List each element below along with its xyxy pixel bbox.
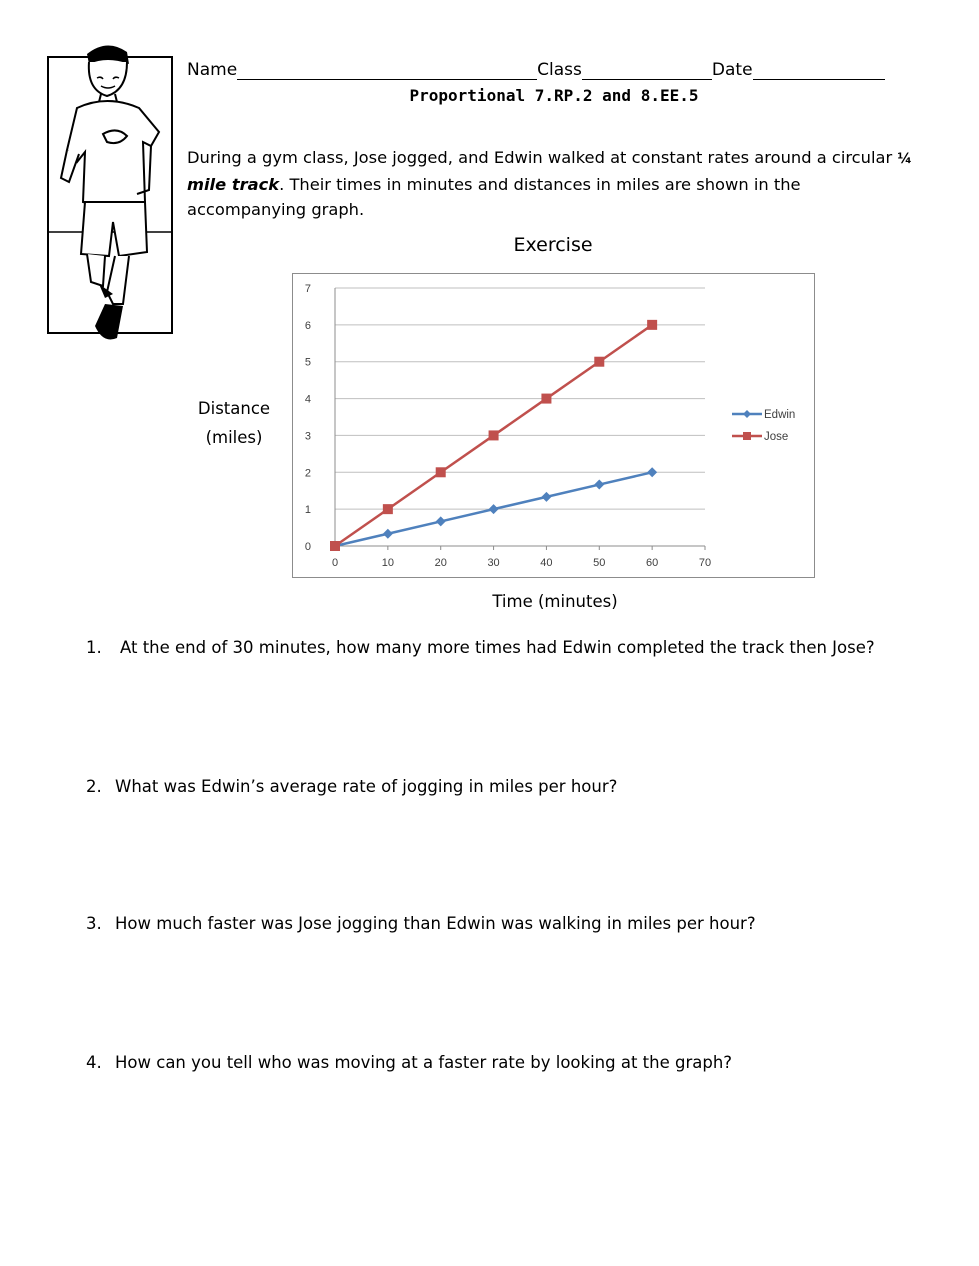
y-tick-label-4: 4 (304, 393, 311, 406)
header-line (187, 60, 887, 84)
y-axis-label-line1: Distance (197, 399, 271, 418)
chart-title: Exercise (513, 234, 593, 256)
date-blank[interactable] (753, 61, 885, 80)
class-label: Class (537, 60, 582, 80)
exercise-chart (292, 273, 815, 578)
point-jose-2 (436, 467, 446, 477)
question-2 (86, 777, 617, 796)
x-tick-label-20: 20 (434, 557, 447, 569)
point-jose-3 (489, 430, 499, 440)
intro-text-1: During a gym class, Jose jogged, and Edwin walked at constant rates around a circular (187, 148, 898, 167)
standard-heading: Proportional 7.RP.2 and 8.EE.5 (409, 86, 699, 105)
chart-frame (293, 274, 815, 578)
x-axis-label: Time (minutes) (492, 592, 618, 611)
question-4-number: 4. (86, 1053, 102, 1072)
point-jose-4 (541, 394, 551, 404)
point-jose-0 (330, 541, 340, 551)
question-1-number: 1. (86, 638, 102, 657)
question-2-number: 2. (86, 777, 102, 796)
y-tick-label-5: 5 (304, 356, 311, 369)
question-4-text: How can you tell who was moving at a faster rate by looking at the graph? (115, 1053, 733, 1072)
y-tick-label-2: 2 (304, 467, 311, 480)
class-blank[interactable] (582, 61, 712, 80)
intro-fraction: ¼ (897, 151, 912, 167)
intro-bold-italic: mile track (187, 175, 280, 194)
intro-paragraph (187, 145, 917, 222)
point-jose-5 (594, 357, 604, 367)
x-tick-label-60: 60 (646, 557, 659, 569)
y-tick-label-0: 0 (304, 541, 311, 553)
question-1-text: At the end of 30 minutes, how many more times had Edwin completed the track then Jose? (120, 638, 875, 657)
x-tick-label-40: 40 (540, 557, 553, 569)
x-tick-label-30: 30 (487, 557, 500, 569)
point-jose-6 (647, 320, 657, 330)
point-jose-1 (383, 504, 393, 514)
y-tick-label-6: 6 (304, 319, 311, 332)
y-tick-label-7: 7 (304, 283, 311, 295)
y-axis-label (198, 394, 270, 452)
x-tick-label-70: 70 (698, 557, 712, 569)
y-axis-label-line2: (miles) (205, 428, 263, 447)
legend-label-jose: Jose (764, 431, 789, 443)
name-blank[interactable] (237, 61, 537, 80)
y-tick-label-1: 1 (304, 504, 311, 517)
y-tick-label-3: 3 (304, 430, 311, 443)
question-4 (86, 1053, 732, 1072)
jogger-clipart (47, 42, 173, 344)
x-tick-label-0: 0 (331, 557, 339, 569)
date-label: Date (711, 60, 753, 80)
question-1 (86, 638, 875, 657)
question-3-text: How much faster was Jose jogging than Edwin was walking in miles per hour? (115, 914, 756, 933)
legend-label-edwin: Edwin (764, 409, 796, 421)
legend-marker-jose (743, 432, 751, 440)
x-tick-label-10: 10 (381, 557, 394, 569)
question-2-text: What was Edwin’s average rate of jogging in miles per hour? (115, 777, 618, 796)
name-label: Name (187, 60, 238, 80)
intro-text-2: . Their times in minutes and distances in miles are shown in the accompanying graph. (187, 175, 801, 219)
x-tick-label-50: 50 (593, 557, 606, 569)
question-3 (86, 914, 756, 933)
question-3-number: 3. (86, 914, 102, 933)
